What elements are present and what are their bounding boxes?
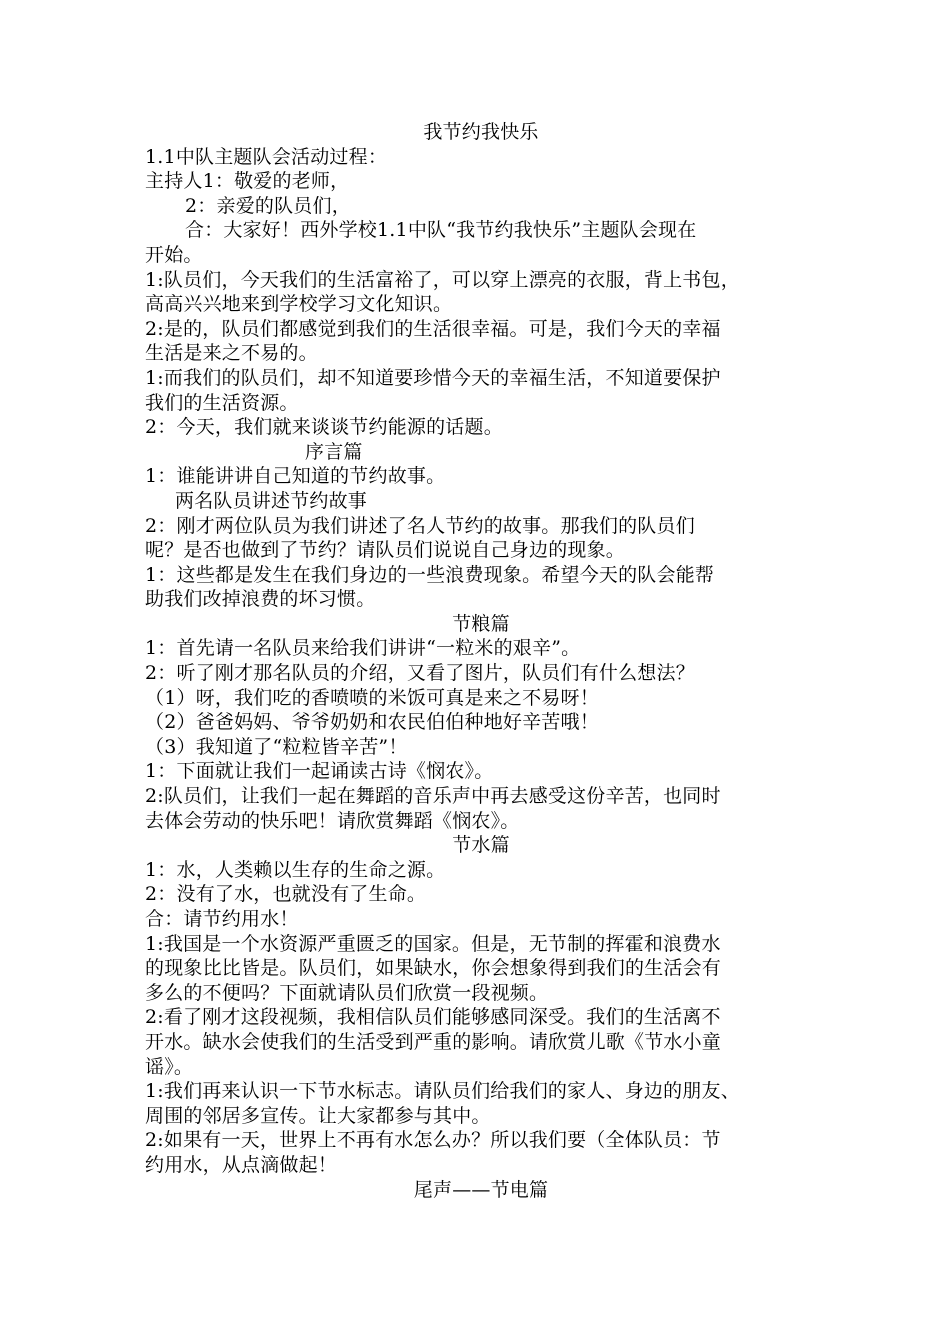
paragraph-line: 2:看了刚才这段视频，我相信队员们能够感同深受。我们的生活离不 — [145, 1006, 721, 1029]
paragraph-line: 1：这些都是发生在我们身边的一些浪费现象。希望今天的队会能帮 — [145, 563, 715, 586]
paragraph-line: 2:是的，队员们都感觉到我们的生活很幸福。可是，我们今天的幸福 — [145, 317, 721, 340]
paragraph-line: （2）爸爸妈妈、爷爷奶奶和农民伯伯种地好辛苦哦！ — [145, 711, 599, 734]
paragraph-line: 1:而我们的队员们，却不知道要珍惜今天的幸福生活，不知道要保护 — [145, 366, 721, 389]
section-heading: 节粮篇 — [452, 612, 510, 635]
paragraph-line: 多么的不便吗？下面就请队员们欣赏一段视频。 — [145, 981, 549, 1004]
paragraph-line: 1.1中队主题队会活动过程： — [145, 145, 388, 168]
paragraph-line: （3）我知道了“粒粒皆辛苦”！ — [145, 735, 408, 758]
paragraph-line: 2:如果有一天，世界上不再有水怎么办？所以我们要（全体队员：节 — [145, 1129, 721, 1152]
paragraph-line: 2：听了刚才那名队员的介绍，又看了图片，队员们有什么想法？ — [145, 662, 695, 685]
paragraph-line: 主持人1：敬爱的老师， — [145, 170, 350, 193]
paragraph-line: 生活是来之不易的。 — [145, 342, 318, 365]
section-heading: 节水篇 — [452, 834, 510, 857]
paragraph-line: 谣》。 — [145, 1055, 194, 1078]
paragraph-line: 开始。 — [145, 243, 203, 266]
paragraph-line: 去体会劳动的快乐吧！请欣赏舞蹈《悯农》。 — [145, 809, 520, 832]
paragraph-line: 2：没有了水，也就没有了生命。 — [145, 883, 427, 906]
document-body — [145, 120, 817, 1202]
paragraph-line: 两名队员讲述节约故事 — [175, 489, 368, 512]
paragraph-line: 1:队员们，今天我们的生活富裕了，可以穿上漂亮的衣服，背上书包， — [145, 268, 740, 291]
paragraph-line: 1:我们再来认识一下节水标志。请队员们给我们的家人、身边的朋友、 — [145, 1080, 740, 1103]
section-heading: 序言篇 — [305, 440, 363, 463]
paragraph-line: 约用水，从点滴做起！ — [145, 1153, 338, 1176]
paragraph-line: 2：刚才两位队员为我们讲述了名人节约的故事。那我们的队员们 — [145, 514, 695, 537]
paragraph-line: 1：首先请一名队员来给我们讲讲“一粒米的艰辛”。 — [145, 637, 581, 660]
paragraph-line: 1：水，人类赖以生存的生命之源。 — [145, 858, 446, 881]
paragraph-line: 的现象比比皆是。队员们，如果缺水，你会想象得到我们的生活会有 — [145, 957, 722, 980]
paragraph-line: （1）呀，我们吃的香喷喷的米饭可真是来之不易呀！ — [145, 686, 599, 709]
paragraph-line: 1：谁能讲讲自己知道的节约故事。 — [145, 465, 446, 488]
paragraph-line: 2:队员们，让我们一起在舞蹈的音乐声中再去感受这份辛苦，也同时 — [145, 785, 721, 808]
paragraph-line: 助我们改掉浪费的坏习惯。 — [145, 588, 376, 611]
document-title: 我节约我快乐 — [423, 121, 539, 143]
section-heading: 尾声——节电篇 — [413, 1178, 549, 1201]
paragraph-line: 合：请节约用水！ — [145, 908, 299, 930]
paragraph-line: 2：亲爱的队员们， — [185, 194, 351, 217]
paragraph-line: 我们的生活资源。 — [145, 391, 299, 414]
paragraph-line: 呢？是否也做到了节约？请队员们说说自己身边的现象。 — [145, 539, 626, 562]
paragraph-line: 2：今天，我们就来谈谈节约能源的话题。 — [145, 416, 503, 439]
paragraph-line: 1：下面就让我们一起诵读古诗《悯农》。 — [145, 760, 494, 783]
paragraph-line: 合：大家好！西外学校1.1中队“我节约我快乐”主题队会现在 — [185, 219, 697, 242]
paragraph-line: 开水。缺水会使我们的生活受到严重的影响。请欣赏儿歌《节水小童 — [145, 1030, 722, 1053]
paragraph-line: 1:我国是一个水资源严重匮乏的国家。但是，无节制的挥霍和浪费水 — [145, 932, 721, 955]
paragraph-line: 周围的邻居多宣传。让大家都参与其中。 — [145, 1104, 491, 1127]
paragraph-line: 高高兴兴地来到学校学习文化知识。 — [145, 293, 453, 316]
